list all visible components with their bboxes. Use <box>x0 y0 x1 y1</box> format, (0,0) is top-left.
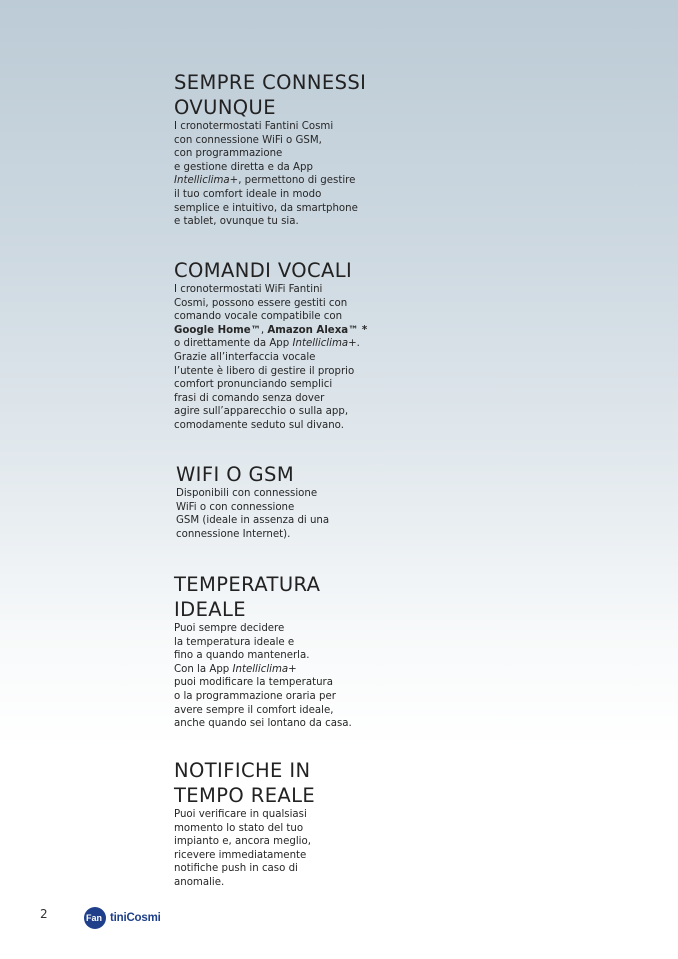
body-line <box>174 324 374 338</box>
text-run: ricevere immediatamente <box>174 849 307 861</box>
text-run: connessione Internet). <box>176 528 291 540</box>
section-comandi-vocali <box>174 258 374 433</box>
title-line: TEMPERATURA <box>174 573 321 596</box>
body-line <box>174 134 374 148</box>
body-line <box>174 849 374 863</box>
section-title <box>176 462 376 487</box>
text-run: Puoi verificare in qualsiasi <box>174 809 307 820</box>
body-line <box>176 487 376 501</box>
section-temperatura-ideale <box>174 572 374 731</box>
body-line <box>174 378 374 392</box>
body-line <box>174 876 374 890</box>
text-run: , <box>260 324 268 336</box>
body-line <box>174 174 374 188</box>
body-line <box>174 690 374 704</box>
text-run: con programmazione <box>174 148 283 160</box>
body-line <box>174 622 374 636</box>
body-line <box>174 297 374 311</box>
text-run: anche quando sei lontano da casa. <box>174 718 352 730</box>
text-run: comfort pronunciando semplici <box>174 379 333 391</box>
body-line <box>174 283 374 297</box>
body-line <box>176 501 376 515</box>
fantini-cosmi-logo <box>84 906 161 930</box>
title-line: WIFI O GSM <box>176 463 295 486</box>
body-line <box>174 392 374 406</box>
title-line: SEMPRE CONNESSI <box>174 71 367 94</box>
body-line <box>176 514 376 528</box>
text-run: o la programmazione oraria per <box>174 690 336 702</box>
text-run: Amazon Alexa™ * <box>267 324 368 336</box>
body-line <box>174 202 374 216</box>
body-line <box>174 704 374 718</box>
body-line <box>174 351 374 365</box>
body-line <box>174 862 374 876</box>
logo-mark: Fan <box>84 907 106 929</box>
section-body <box>174 120 374 229</box>
text-run: momento lo stato del tuo <box>174 822 304 834</box>
body-line <box>174 405 374 419</box>
text-run: , permettono di gestire <box>238 175 356 187</box>
body-line <box>174 215 374 229</box>
text-run: Intelliclima+ <box>174 175 239 187</box>
section-title <box>174 70 374 120</box>
text-run: la temperatura ideale e <box>174 636 295 648</box>
title-line: NOTIFICHE IN <box>174 759 311 782</box>
section-body <box>174 622 374 731</box>
section-body <box>174 808 374 890</box>
text-run: comando vocale compatibile con <box>174 311 343 323</box>
text-run: anomalie. <box>174 876 225 888</box>
text-run: Con la App <box>174 663 233 675</box>
body-line <box>174 161 374 175</box>
text-run: Cosmi, possono essere gestiti con <box>174 297 348 309</box>
text-run: avere sempre il comfort ideale, <box>174 704 334 716</box>
text-run: agire sull’apparecchio o sulla app, <box>174 406 349 418</box>
text-run: puoi modificare la temperatura <box>174 677 333 689</box>
section-wifi-gsm <box>176 462 376 541</box>
section-title <box>174 258 374 283</box>
body-line <box>174 663 374 677</box>
text-run: e tablet, ovunque tu sia. <box>174 216 299 228</box>
title-line: TEMPO REALE <box>174 784 316 807</box>
text-run: comodamente seduto sul divano. <box>174 419 344 431</box>
text-run: e gestione diretta e da App <box>174 161 313 173</box>
text-run: notifiche push in caso di <box>174 863 298 875</box>
text-run: o direttamente da App <box>174 338 293 350</box>
text-run: impianto e, ancora meglio, <box>174 836 311 848</box>
text-run: l’utente è libero di gestire il proprio <box>174 365 355 377</box>
text-run: semplice e intuitivo, da smartphone <box>174 202 358 214</box>
section-title <box>174 572 374 622</box>
text-run: Grazie all’interfaccia vocale <box>174 351 316 363</box>
text-run: Disponibili con connessione <box>176 488 318 499</box>
body-line <box>174 419 374 433</box>
text-run: Google Home™ <box>174 324 261 336</box>
body-line <box>174 676 374 690</box>
section-notifiche <box>174 758 374 890</box>
section-title <box>174 758 374 808</box>
body-line <box>174 649 374 663</box>
body-line <box>174 822 374 836</box>
title-line: IDEALE <box>174 598 247 621</box>
text-run: fino a quando mantenerla. <box>174 650 310 662</box>
section-body <box>176 487 376 541</box>
text-run: WiFi o con connessione <box>176 501 295 513</box>
body-line <box>174 835 374 849</box>
body-line <box>174 147 374 161</box>
section-sempre-connessi <box>174 70 374 229</box>
title-line: COMANDI VOCALI <box>174 259 353 282</box>
text-run: . <box>356 338 360 350</box>
text-run: frasi di comando senza dover <box>174 392 325 404</box>
body-line <box>174 120 374 134</box>
text-run: il tuo comfort ideale in modo <box>174 188 322 200</box>
section-body <box>174 283 374 433</box>
text-run: Intelliclima+ <box>232 663 297 675</box>
page-number: 2 <box>40 907 48 921</box>
body-line <box>174 808 374 822</box>
body-line <box>174 188 374 202</box>
body-line <box>176 528 376 542</box>
body-line <box>174 717 374 731</box>
text-run: Intelliclima+ <box>292 338 357 350</box>
text-run: I cronotermostati WiFi Fantini <box>174 284 323 295</box>
body-line <box>174 636 374 650</box>
text-run: Puoi sempre decidere <box>174 623 285 634</box>
body-line <box>174 310 374 324</box>
text-run: con connessione WiFi o GSM, <box>174 134 322 146</box>
title-line: OVUNQUE <box>174 96 276 119</box>
logo-wordmark: tiniCosmi <box>110 912 161 924</box>
text-run: I cronotermostati Fantini Cosmi <box>174 121 334 132</box>
body-line <box>174 337 374 351</box>
text-run: GSM (ideale in assenza di una <box>176 515 330 527</box>
body-line <box>174 365 374 379</box>
